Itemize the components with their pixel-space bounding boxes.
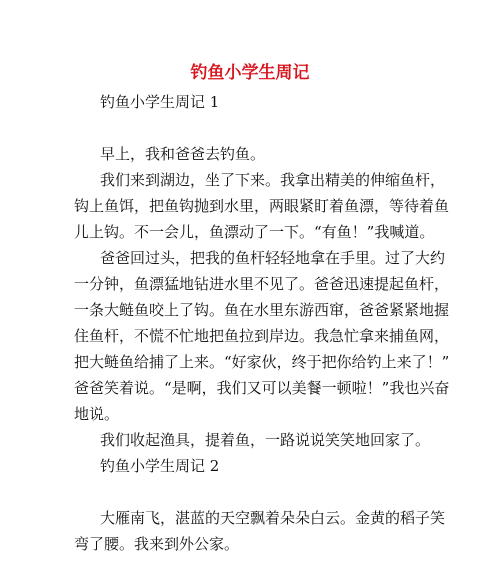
paragraph-line: 爸爸笑着说。“是啊，我们又可以美餐一顿啦！”我也兴奋 (74, 379, 450, 397)
section-heading-2: 钓鱼小学生周记 2 (100, 457, 220, 475)
paragraph-line: 地说。 (74, 405, 120, 423)
paragraph-line: 一分钟，鱼漂猛地钻进水里不见了。爸爸迅速提起鱼杆， (74, 275, 450, 293)
paragraph-line: 把大鲢鱼给捕了上来。“好家伙，终于把你给钓上来了！” (74, 353, 450, 371)
paragraph-line: 儿上钩。不一会儿，鱼漂动了一下。“有鱼！”我喊道。 (74, 223, 435, 241)
paragraph-line: 钩上鱼饵，把鱼钩抛到水里，两眼紧盯着鱼漂，等待着鱼 (74, 197, 450, 215)
paragraph-line: 早上，我和爸爸去钓鱼。 (100, 145, 266, 163)
paragraph-line: 一条大鲢鱼咬上了钩。鱼在水里东游西窜，爸爸紧紧地握 (74, 301, 450, 319)
document-title: 钓鱼小学生周记 (190, 63, 310, 83)
paragraph-line: 大雁南飞，湛蓝的天空飘着朵朵白云。金黄的稻子笑 (100, 509, 446, 527)
paragraph-line: 弯了腰。我来到外公家。 (74, 535, 240, 553)
paragraph-line: 我们来到湖边，坐了下来。我拿出精美的伸缩鱼杆， (100, 171, 446, 189)
paragraph-line: 住鱼杆，不慌不忙地把鱼拉到岸边。我急忙拿来捕鱼网， (74, 327, 450, 345)
paragraph-line: 我们收起渔具，提着鱼，一路说说笑笑地回家了。 (100, 431, 431, 449)
paragraph-line: 爸爸回过头，把我的鱼杆轻轻地拿在手里。过了大约 (100, 249, 446, 267)
section-heading-1: 钓鱼小学生周记 1 (100, 93, 220, 111)
